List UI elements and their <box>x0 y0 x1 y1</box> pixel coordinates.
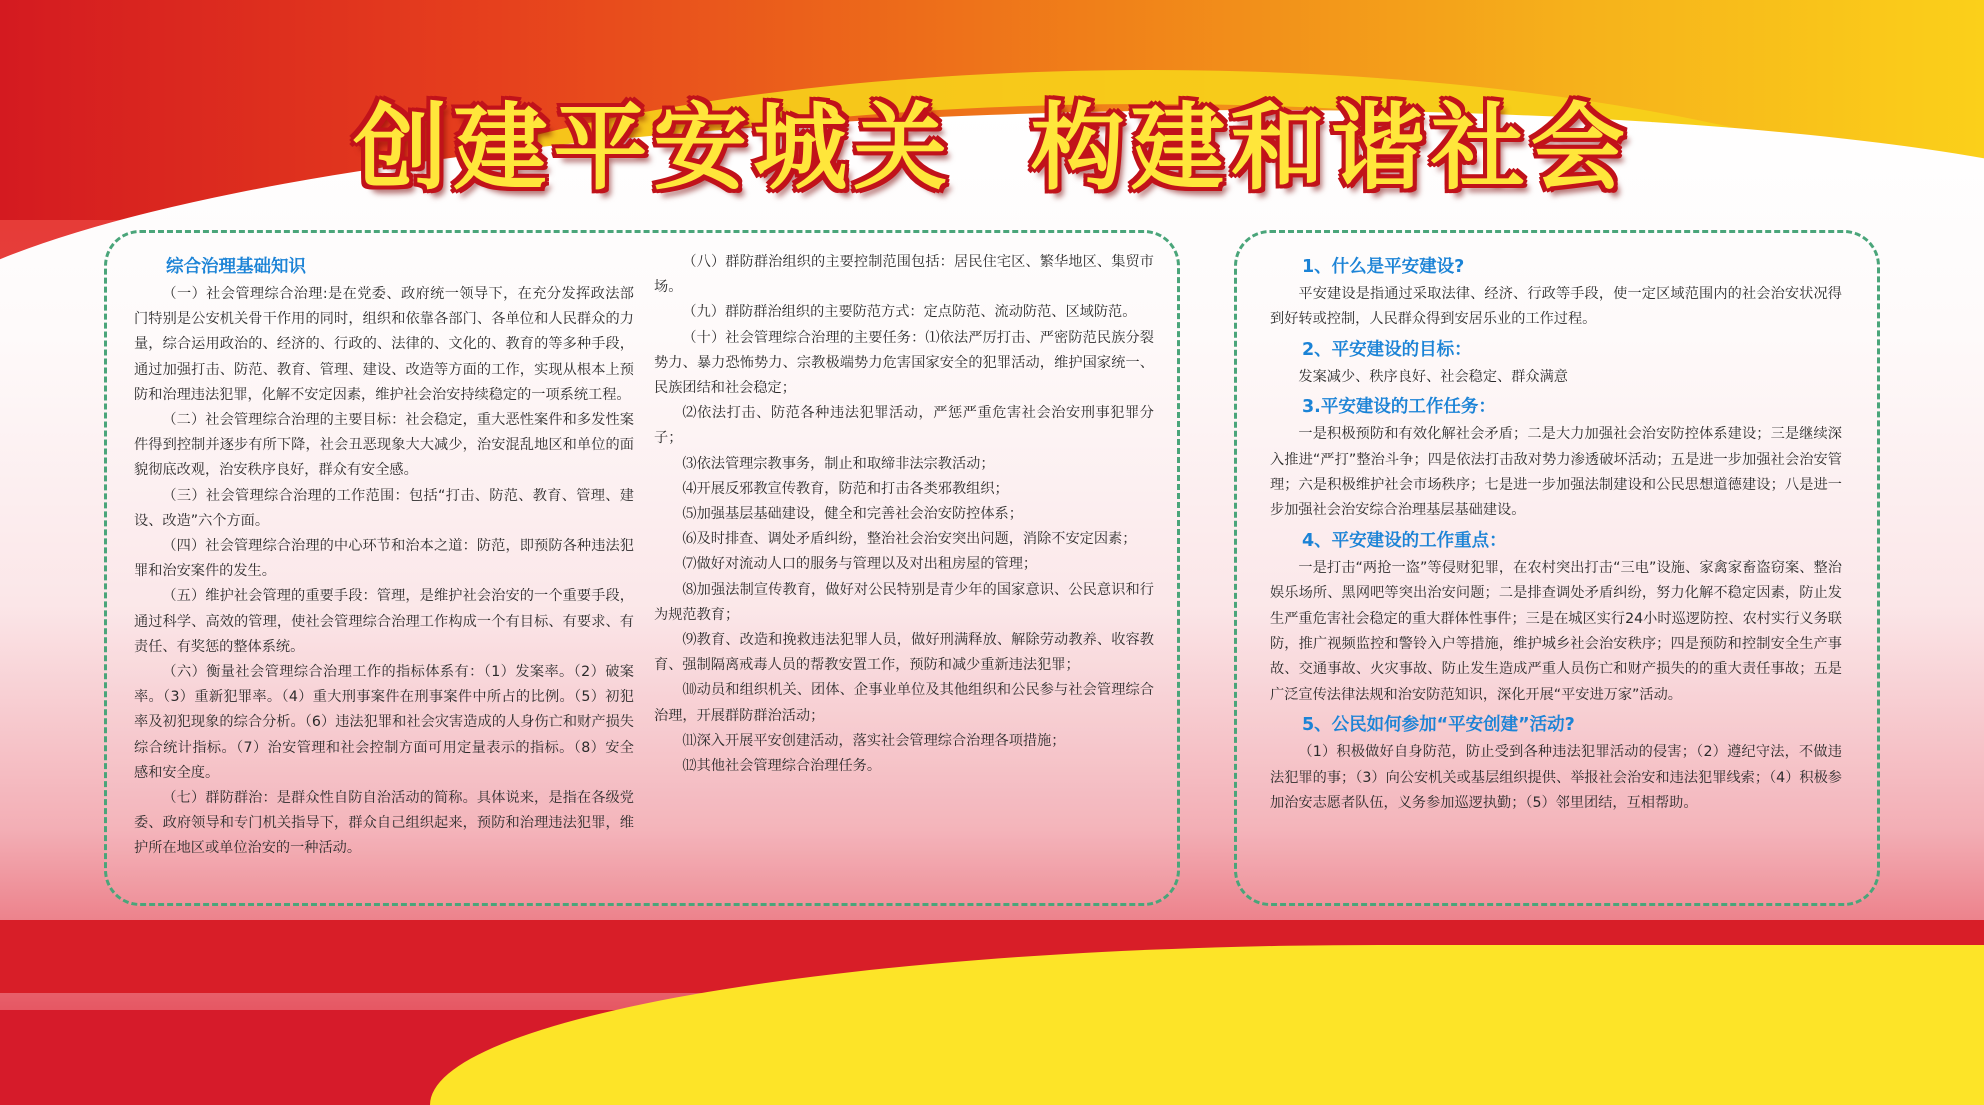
left-panel-heading: 综合治理基础知识 <box>166 257 306 277</box>
task-item: ⑵依法打击、防范各种违法犯罪活动，严惩严重危害社会治安刑事犯罪分子； <box>654 405 1154 447</box>
task-item: ⑽动员和组织机关、团体、企事业单位及其他组织和公民参与社会管理综合治理，开展群防群治活动； <box>654 682 1154 724</box>
section-heading: 4、平安建设的工作重点： <box>1302 530 1507 551</box>
task-item: ⑻加强法制宣传教育，做好对公民特别是青少年的国家意识、公民意识和行为规范教育； <box>654 581 1154 623</box>
task-item: ⑼教育、改造和挽救违法犯罪人员，做好刑满释放、解除劳动教养、收容教育、强制隔离戒毒人员的帮教安置工作，预防和减少重新违法犯罪； <box>654 632 1154 674</box>
section-body: 一是积极预防和有效化解社会矛盾；二是大力加强社会治安防控体系建设；三是继续深入推进“严打”整治斗争；四是依法打击敌对势力渗透破坏活动；五是进一步加强社会治安管理；六是积极维护社会市场秩序；七是进一步加强法制建设和公民思想道德建设；八是进一步加强社会治安综合治理基层基础建设。 <box>1270 426 1842 519</box>
banner-title: 创建平安城关 构建和谐社会 <box>353 93 1631 203</box>
task-item: ⑾深入开展平安创建活动，落实社会管理综合治理各项措施； <box>682 732 1066 749</box>
task-item: ⑹及时排查、调处矛盾纠纷，整治社会治安突出问题，消除不安定因素； <box>682 531 1137 548</box>
knowledge-item: （七）群防群治：是群众性自防自治活动的简称。具体说来，是指在各级党委、政府领导和专门机关指导下，群众自己组织起来，预防和治理违法犯罪，维护所在地区或单位治安的一种活动。 <box>134 790 634 857</box>
task-item: ⑺做好对流动人口的服务与管理以及对出租房屋的管理； <box>682 556 1038 573</box>
knowledge-item: （二）社会管理综合治理的主要目标：社会稳定，重大恶性案件和多发性案件得到控制并逐步有所下降，社会丑恶现象大大减少，治安混乱地区和单位的面貌彻底改观，治安秩序良好，群众有安全感。 <box>134 412 634 479</box>
task-item: ⑸加强基层基础建设，健全和完善社会治安防控体系； <box>682 506 1023 523</box>
knowledge-item: （三）社会管理综合治理的工作范围：包括“打击、防范、教育、管理、建设、改造”六个方面。 <box>134 487 634 529</box>
knowledge-item: （八）群防群治组织的主要控制范围包括：居民住宅区、繁华地区、集贸市场。 <box>654 254 1154 296</box>
task-item: ⑶依法管理宗教事务，制止和取缔非法宗教活动； <box>682 455 995 472</box>
knowledge-item: （十）社会管理综合治理的主要任务：⑴依法严厉打击、严密防范民族分裂势力、暴力恐怖势力、宗教极端势力危害国家安全的犯罪活动，维护国家统一、民族团结和社会稳定； <box>654 329 1154 397</box>
left-panel-column-2 <box>654 250 1154 779</box>
knowledge-item: （四）社会管理综合治理的中心环节和治本之道：防范，即预防各种违法犯罪和治安案件的发生。 <box>134 538 634 580</box>
task-item: ⑿其他社会管理综合治理任务。 <box>682 758 882 775</box>
section-heading: 5、公民如何参加“平安创建”活动? <box>1302 715 1575 736</box>
knowledge-item: （六）衡量社会管理综合治理工作的指标体系有：（1）发案率。（2）破案率。（3）重新犯罪率。（4）重大刑事案件在刑事案件中所占的比例。（5）初犯率及初犯现象的综合分析。（6）违法犯罪和社会灾害造成的人身伤亡和财产损失综合统计指标。（7）治安管理和社会控制方面可用定量表示的指标。（8）安全感和安全度。 <box>134 664 634 781</box>
knowledge-item: （一）社会管理综合治理:是在党委、政府统一领导下，在充分发挥政法部门特别是公安机关骨干作用的同时，组织和依靠各部门、各单位和人民群众的力量，综合运用政治的、经济的、行政的、法律的、文化的、教育的等多种手段，通过加强打击、防范、教育、管理、建设、改造等方面的工作，实现从根本上预防和治理违法犯罪，化解不安定因素，维护社会治安持续稳定的一项系统工程。 <box>134 286 634 403</box>
section-body: （1）积极做好自身防范，防止受到各种违法犯罪活动的侵害；（2）遵纪守法，不做违法犯罪的事；（3）向公安机关或基层组织提供、举报社会治安和违法犯罪线索；（4）积极参加治安志愿者队伍，义务参加巡逻执勤；（5）邻里团结，互相帮助。 <box>1270 744 1842 812</box>
section-body: 一是打击“两抢一盗”等侵财犯罪，在农村突出打击“三电”设施、家禽家畜盗窃案、整治娱乐场所、黑网吧等突出治安问题；二是排查调处矛盾纠纷，努力化解不稳定因素，防止发生严重危害社会稳定的重大群体性事件；三是在城区实行24小时巡逻防控、农村实行义务联防，推广视频监控和警铃入户等措施，维护城乡社会治安秩序；四是预防和控制安全生产事故、交通事故、火灾事故、防止发生造成严重人员伤亡和财产损失的的重大责任事故；五是广泛宣传法律法规和治安防范知识，深化开展“平安进万家”活动。 <box>1270 559 1842 703</box>
section-heading: 3.平安建设的工作任务： <box>1302 397 1496 418</box>
knowledge-item: （九）群防群治组织的主要防范方式：定点防范、流动防范、区域防范。 <box>682 304 1137 321</box>
section-heading: 1、什么是平安建设? <box>1302 257 1465 277</box>
section-heading: 2、平安建设的目标： <box>1302 339 1472 360</box>
right-panel-content <box>1270 252 1842 817</box>
knowledge-item: （五）维护社会管理的重要手段：管理，是维护社会治安的一个重要手段，通过科学、高效的管理，使社会管理综合治理工作构成一个有目标、有要求、有责任、有奖惩的整体系统。 <box>134 588 634 655</box>
section-body: 发案减少、秩序良好、社会稳定、群众满意 <box>1298 368 1568 385</box>
task-item: ⑷开展反邪教宣传教育，防范和打击各类邪教组织； <box>682 480 1009 497</box>
section-body: 平安建设是指通过采取法律、经济、行政等手段，使一定区域范围内的社会治安状况得到好转或控制，人民群众得到安居乐业的工作过程。 <box>1270 286 1842 328</box>
left-panel-column-1 <box>134 252 634 862</box>
